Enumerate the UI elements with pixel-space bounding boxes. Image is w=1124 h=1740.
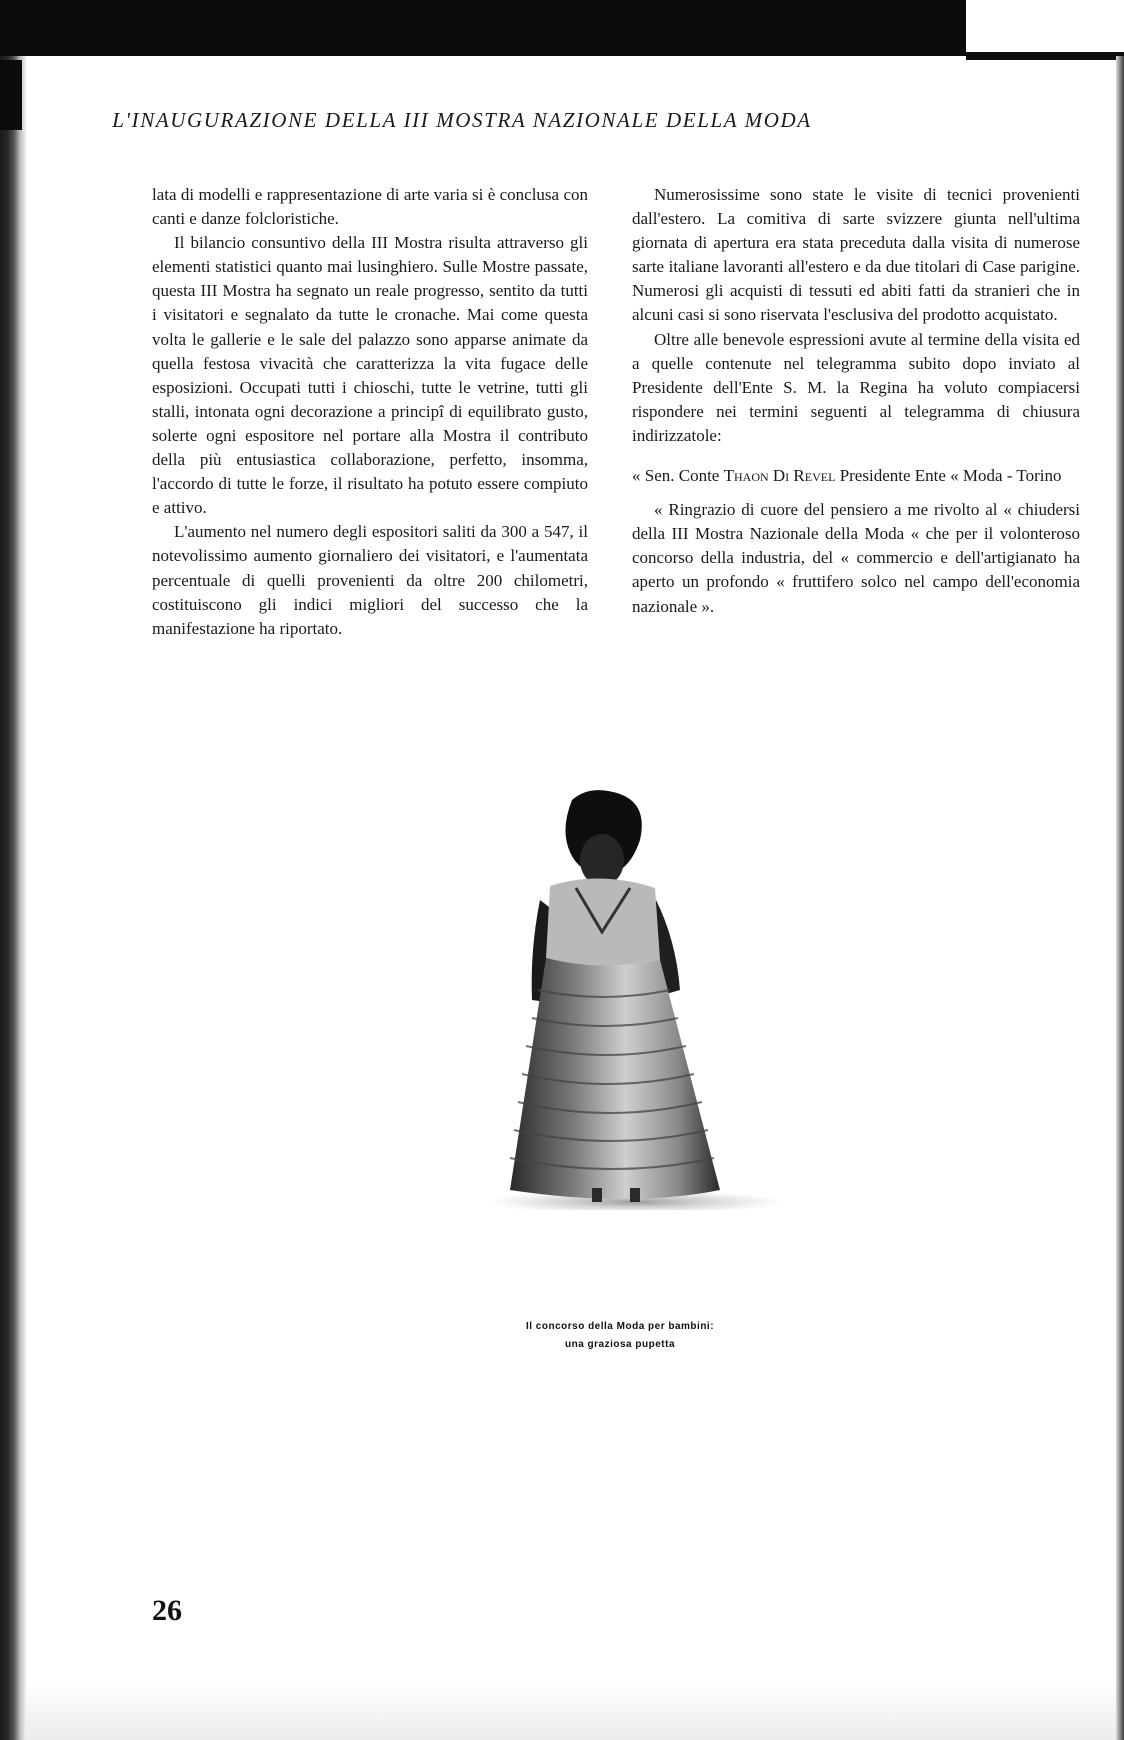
address-prefix: « Sen. Conte xyxy=(632,466,724,486)
right-column xyxy=(632,183,1080,619)
left-paragraph-1: lata di modelli e rappresentazione di arte varia si è conclusa con canti e danze folcloristiche. xyxy=(152,185,588,229)
left-paragraph-3: L'aumento nel numero degli espositori saliti da 300 a 547, il notevolissimo aumento giornaliero dei visitatori, e l'aumentata percentuale di quelli provenienti da oltre 200 chilometri, costituiscono gli indici migliori del successo che la manifestazione ha riportato. xyxy=(152,522,588,638)
page-number: 26 xyxy=(152,1594,182,1627)
running-title: L'INAUGURAZIONE DELLA III MOSTRA NAZIONALE DELLA MODA xyxy=(112,108,812,132)
scan-top-border xyxy=(0,0,966,56)
caption-line-1: Il concorso della Moda per bambini: xyxy=(525,1321,715,1332)
scan-right-edge xyxy=(1116,56,1124,1740)
scan-bottom-shade xyxy=(26,1680,1116,1740)
address-name: Thaon Di Revel xyxy=(723,466,836,486)
photo-caption xyxy=(400,1318,840,1354)
scan-left-edge-dark xyxy=(0,60,22,130)
telegram-text: « Ringrazio di cuore del pensiero a me rivolto al « chiudersi della III Mostra Nazionale della Moda « che per il volonteroso concorso della industria, del « commercio e dell'artigianato ha aperto un profondo « fruttifero solco nel campo dell'economia nazionale ». xyxy=(632,500,1080,616)
address-suffix: Presidente Ente « Moda - Torino xyxy=(835,466,1062,486)
caption-line-2: una graziosa pupetta xyxy=(564,1339,675,1350)
scan-top-border-right xyxy=(966,52,1124,60)
left-column xyxy=(152,183,588,641)
scan-left-edge xyxy=(0,56,26,1740)
left-paragraph-2: Il bilancio consuntivo della III Mostra risulta attraverso gli elementi statistici quanto mai lusinghiero. Sulle Mostre passate, questa III Mostra ha segnato un reale progresso, sentito da tutti i visitatori e segnalato da tutte le cronache. Mai come questa volta le gallerie e le sale del palazzo sono apparse animate da quella festosa vivacità che caratterizza la vita fugace delle esposizioni. Occupati tutti i chioschi, tutte le vetrine, tutti gli stalli, intonata ogni decorazione a principî di equilibrato gusto, solerte ogni espositore nel portare alla Mostra il contributo della più entusiastica collaborazione, perfetto, insomma, l'accordo di tutte le forze, il risultato ha potuto essere compiuto e attivo. xyxy=(152,233,588,518)
telegram-address xyxy=(632,464,1080,488)
right-paragraph-1: Numerosissime sono state le visite di tecnici provenienti dall'estero. La comitiva di sarte svizzere giunta nell'ultima giornata di apertura era stata preceduta dalla visita di numerose sarte italiane lavoranti all'estero e da due titolari di Case parigine. Numerosi gli acquisti di tessuti ed abiti fatti da stranieri che in alcuni casi si sono riservata l'esclusiva del prodotto acquistato. xyxy=(632,185,1080,325)
child-dress-photo xyxy=(480,790,780,1210)
right-paragraph-2: Oltre alle benevole espressioni avute al termine della visita ed a quelle contenute nel telegramma subito dopo inviato al Presidente dell'Ente S. M. la Regina ha voluto compiacersi rispondere nei termini seguenti al telegramma di chiusura indirizzatole: xyxy=(632,329,1080,445)
